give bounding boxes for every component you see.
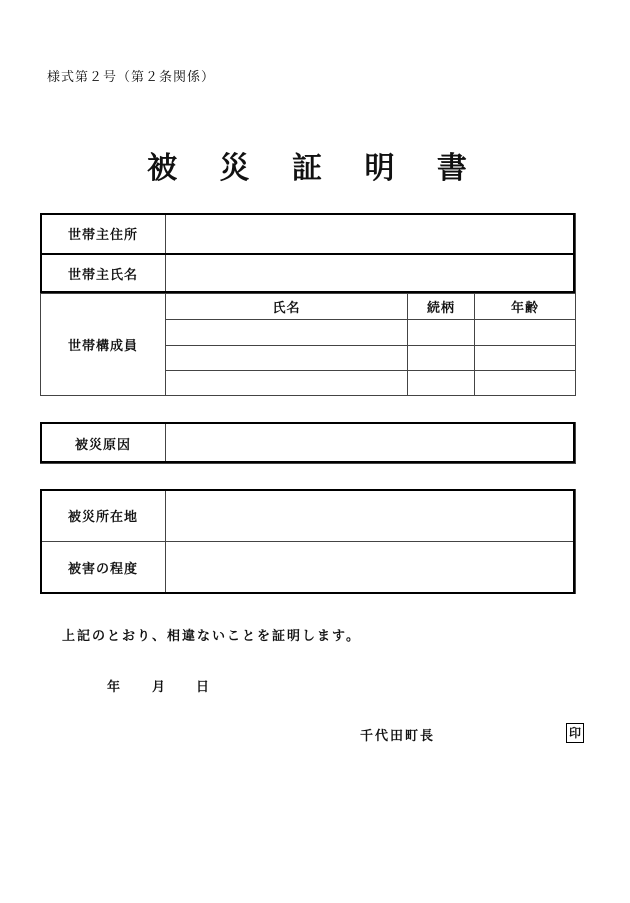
form-number: 様式第２号（第２条関係） xyxy=(47,70,216,85)
damage-table xyxy=(40,489,576,594)
damage-field[interactable] xyxy=(166,542,576,594)
member-name-field[interactable] xyxy=(166,320,408,346)
divider xyxy=(40,253,575,255)
householder-address-label: 世帯主住所 xyxy=(41,214,166,254)
column-header-name: 氏名 xyxy=(166,294,408,320)
member-relation-field[interactable] xyxy=(408,371,475,396)
member-name-field[interactable] xyxy=(166,371,408,396)
householder-name-label: 世帯主氏名 xyxy=(41,254,166,294)
cause-field[interactable] xyxy=(166,423,576,464)
householder-name-field[interactable] xyxy=(166,254,576,294)
householder-address-field[interactable] xyxy=(166,214,576,254)
issuer-name: 千代田町長 xyxy=(360,729,436,744)
date-day-label: 日 xyxy=(196,680,210,695)
location-label: 被災所在地 xyxy=(41,490,166,542)
member-age-field[interactable] xyxy=(475,320,576,346)
document-title: 被 災 証 明 書 xyxy=(147,151,483,186)
column-header-age: 年齢 xyxy=(475,294,576,320)
householder-table xyxy=(40,213,576,396)
damage-label: 被害の程度 xyxy=(41,542,166,594)
date-year-label: 年 xyxy=(107,680,121,695)
member-age-field[interactable] xyxy=(475,346,576,371)
cause-table xyxy=(40,422,576,464)
column-header-relation: 続柄 xyxy=(408,294,475,320)
location-field[interactable] xyxy=(166,490,576,542)
members-label: 世帯構成員 xyxy=(41,294,166,396)
certification-text: 上記のとおり、相違ないことを証明します。 xyxy=(62,629,361,644)
member-relation-field[interactable] xyxy=(408,320,475,346)
cause-label: 被災原因 xyxy=(41,423,166,464)
member-relation-field[interactable] xyxy=(408,346,475,371)
member-name-field[interactable] xyxy=(166,346,408,371)
seal-mark: 印 xyxy=(566,723,584,743)
member-age-field[interactable] xyxy=(475,371,576,396)
date-month-label: 月 xyxy=(152,680,166,695)
